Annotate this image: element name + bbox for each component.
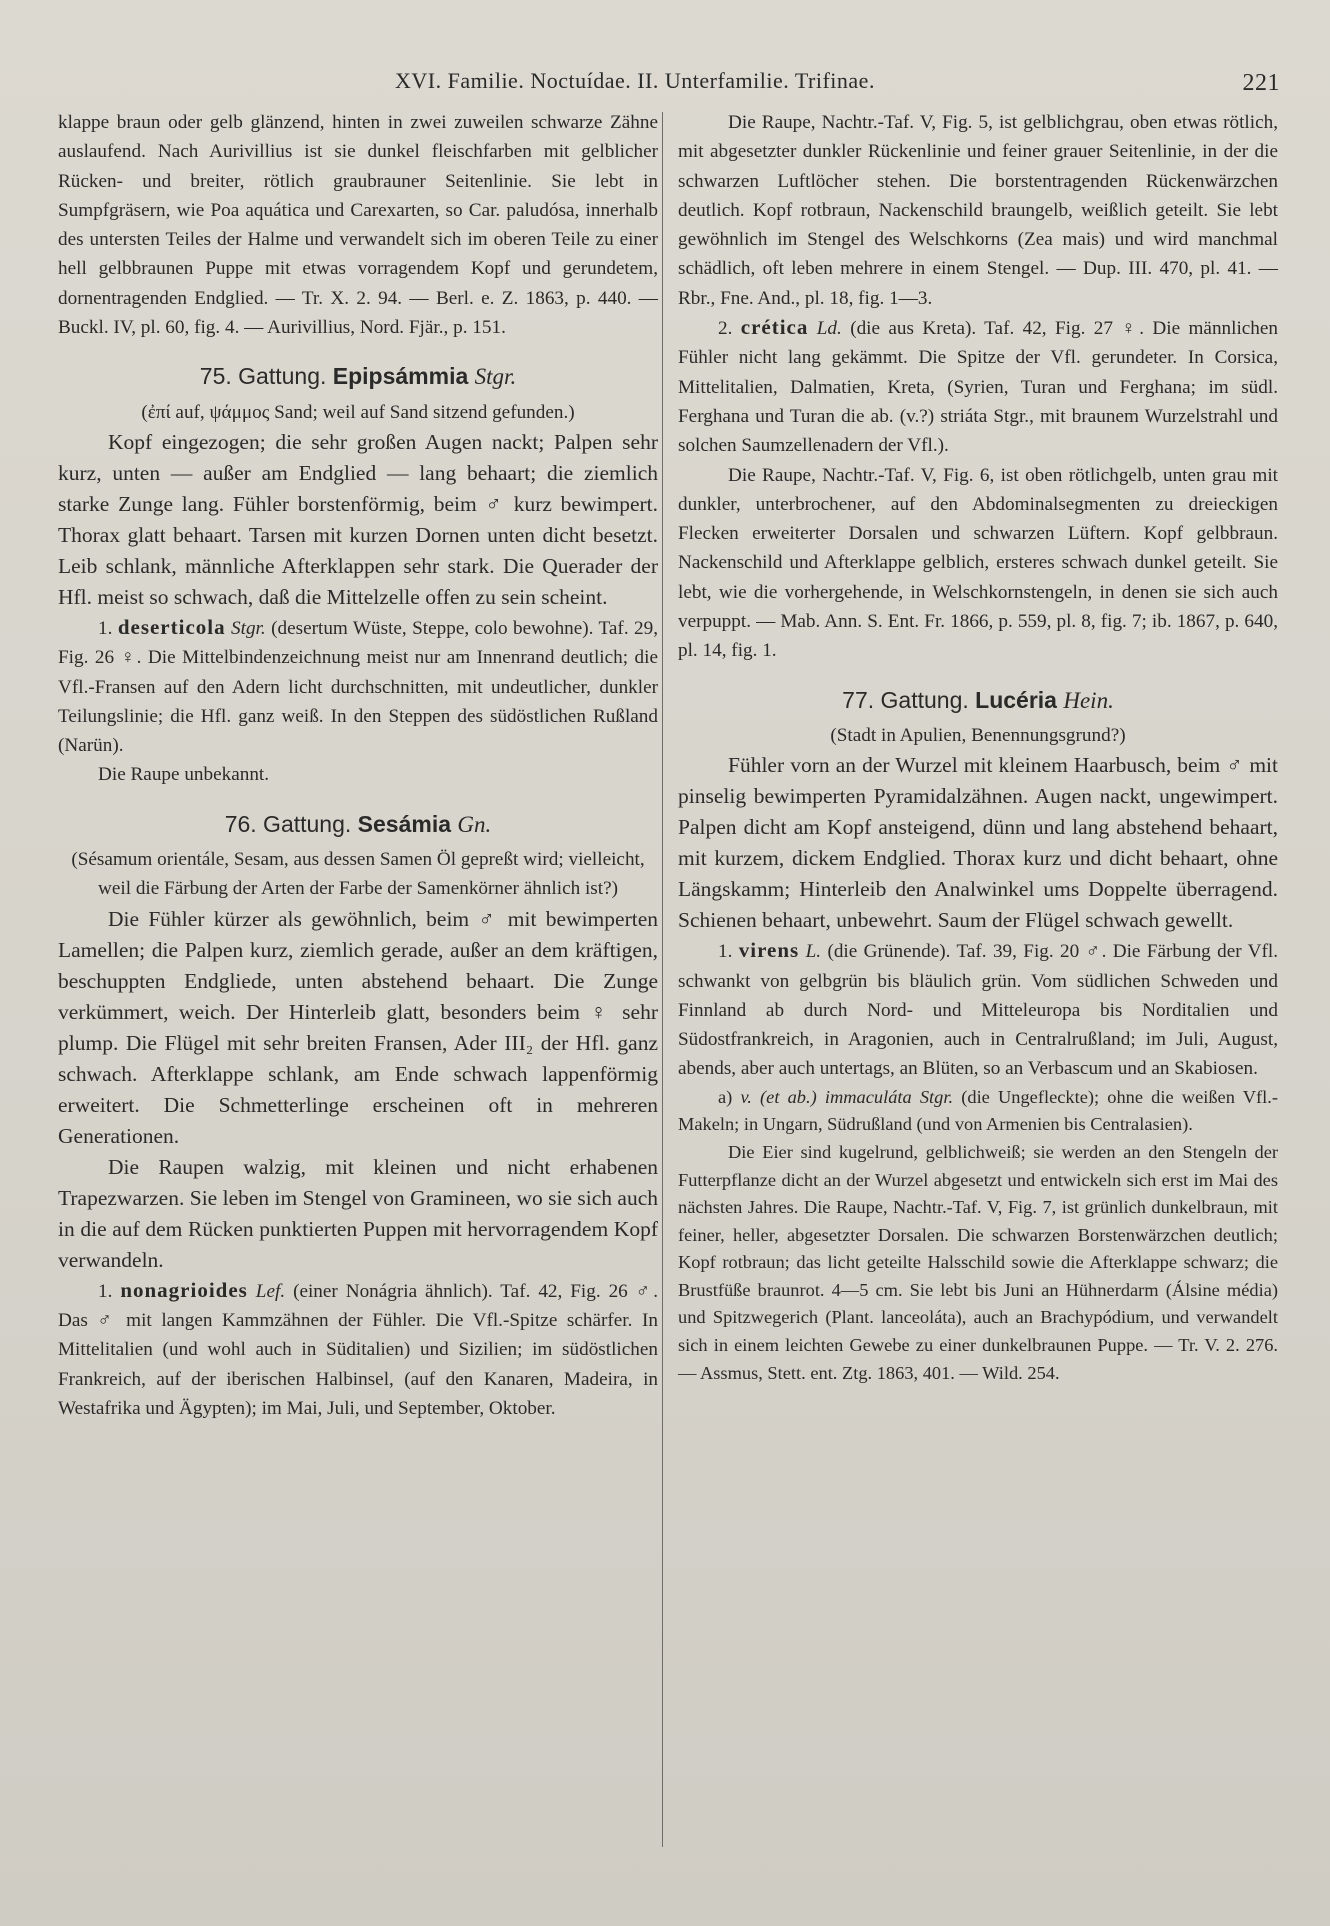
- page-number: 221: [1242, 70, 1280, 96]
- species-description: (die aus Kreta). Taf. 42, Fig. 27 ♀. Die männlichen Fühler nicht lang gekämmt. Die Spitze der Vfl. gerundeter. In Corsica, Mittelitalien, Dalmatien, Kreta, (Syrien, Turan und Ferghana; im südl. Ferghana und Turan die ab. (v.?) striáta Stgr., mit braunem Wurzelstrahl und solchen Saumzellenadern der Vfl.).: [678, 318, 1279, 457]
- genus-author: Gn.: [457, 811, 492, 837]
- genus-heading-76: [58, 810, 658, 839]
- eggs-larva-description: Die Eier sind kugelrund, gelblichweiß; sie werden an den Stengeln der Futterpflanze dicht an der Wurzel abgesetzt und entwickeln sich erst im Mai des nächsten Jahres. Die Raupe, Nachtr.-Taf. V, Fig. 7, ist grünlich dunkelbraun, mit feiner, heller, abgesetzter Dorsalen. Die schwarzen Borstenwärzchen deutlich; Kopf rotbraun; das licht geteilte Halsschild sowie die Afterklappe schwarz; die Brustfüße braunrot. 4—5 cm. Sie lebt bis Juni an Hühnerdarm (Álsine média) und Spitzwegerich (Plant. lanceoláta), auch an Brachypódium, und verwandelt sich in einem leichten Gewebe zu einer dunkelbraunen Puppe. — Tr. V. 2. 276. — Assmus, Stett. ent. Ztg. 1863, 401. — Wild. 254.: [678, 1141, 1278, 1383]
- running-header: [395, 64, 1280, 100]
- right-column: [678, 108, 1278, 1387]
- species-number: 2.: [718, 318, 733, 340]
- species-author: L.: [805, 941, 822, 963]
- species-number: 1.: [718, 941, 733, 963]
- genus-etymology: (Stadt in Apulien, Benennungsgrund?): [830, 724, 1126, 746]
- genus-name: Sesámia: [357, 810, 452, 837]
- species-name: crética: [740, 315, 809, 340]
- larva-description: Die Raupen walzig, mit kleinen und nicht erhabenen Trapezwarzen. Sie leben im Stengel von Gramineen, wo sie sich auch in die auf dem Rücken punktierten Puppen mit hervorragendem Kopf verwandeln.: [58, 1154, 658, 1272]
- genus-author: Hein.: [1063, 687, 1114, 713]
- genus-etymology: (ἐπί auf, ψάμμος Sand; weil auf Sand sitzend gefunden.): [141, 401, 575, 423]
- species-author: Stgr.: [231, 617, 266, 639]
- species-description: (desertum Wüste, Steppe, colo bewohne). Taf. 29, Fig. 26 ♀. Die Mittelbindenzeichnung meist nur am Innenrand deutlich; die Vfl.-Fransen auf den Adern licht durchschnitten, mit undeutlicher, dunkler Teilungslinie; die Hfl. ganz weiß. In den Steppen des südöstlichen Rußland (Narün).: [58, 617, 659, 757]
- larva-note: Die Raupe unbekannt.: [98, 764, 270, 786]
- genus-description: Fühler vorn an der Wurzel mit kleinem Haarbusch, beim ♂ mit pinselig bewimperten Pyramidalzähnen. Augen nackt, ungewimpert. Palpen dicht am Kopf ansteigend, dünn und lang abstehend behaart, mit kurzem, dickem Endglied. Thorax kurz und dicht behaart, ohne Längskamm; Hinterleib den Analwinkel ums Doppelte überragend. Schienen behaart, unbewehrt. Saum der Flügel schwach gewellt.: [678, 753, 1278, 933]
- species-number: 1.: [98, 617, 113, 639]
- species-number: 1.: [98, 1280, 113, 1302]
- genus-number: 77. Gattung.: [842, 686, 969, 713]
- species-name: deserticola: [117, 614, 226, 639]
- variety-label: a): [718, 1086, 733, 1107]
- genus-number: 76. Gattung.: [224, 810, 352, 837]
- species-name: nonagrioides: [120, 1277, 248, 1302]
- genus-name: Epipsámmia: [332, 363, 469, 390]
- variety-description: (die Ungefleckte); ohne die weißen Vfl.-Makeln; in Ungarn, Südrußland (und von Armenien bis Centralasien).: [678, 1086, 1278, 1135]
- species-description: (die Grünende). Taf. 39, Fig. 20 ♂. Die Färbung der Vfl. schwankt von gelbgrün bis bläulich grün. Vom südlichen Schweden und Finnland ab durch Nord- und Mitteleuropa bis Norditalien und Südostfrankreich, in Aragonien, auch in Centralrußland; im Juli, August, abends, aber auch untertags, an Blüten, so an Verbascum und an Skabiosen.: [678, 941, 1279, 1080]
- header-title: XVI. Familie. Noctuídae. II. Unterfamilie. Trifinae.: [395, 68, 875, 93]
- larva-description: Die Raupe, Nachtr.-Taf. V, Fig. 6, ist oben rötlichgelb, unten grau mit dunkler, unterbrochener, auf den Abdominalsegmenten zu dreieckigen Flecken erweiterter Dorsalen und schwarzen Lüftern. Kopf gelbbraun. Nackenschild und Afterklappe gelblich, ersteres schwach dunkel geteilt. Sie lebt, wie die vorhergehende, in Welschkornstengeln, in denen sie sich auch verpuppt. — Mab. Ann. S. Ent. Fr. 1866, p. 559, pl. 8, fig. 7; ib. 1867, p. 640, pl. 14, fig. 1.: [678, 464, 1278, 662]
- genus-heading-77: [678, 686, 1278, 715]
- genus-heading-75: [58, 362, 658, 391]
- genus-number: 75. Gattung.: [199, 363, 327, 390]
- larva-description: Die Raupe, Nachtr.-Taf. V, Fig. 5, ist gelblichgrau, oben etwas rötlich, mit abgesetzter dunkler Rückenlinie und feiner grauer Seitenlinie, in der die schwarzen Luftlöcher stehen. Die borstentragenden Rückenwärzchen deutlich. Kopf rotbraun, Nackenschild braungelb, weißlich geteilt. Sie lebt gewöhnlich im Stengel des Welschkorns (Zea mais) und wird manchmal schädlich, oft leben mehrere in einem Stengel. — Dup. III. 470, pl. 41. — Rbr., Fne. And., pl. 18, fig. 1—3.: [678, 112, 1278, 309]
- genus-etymology: (Sésamum orientále, Sesam, aus dessen Samen Öl gepreßt wird; vielleicht, weil die Färbung der Arten der Farbe der Samenkörner ähnlich ist?): [71, 849, 645, 900]
- paragraph-continued: klappe braun oder gelb glänzend, hinten in zwei zuweilen schwarze Zähne auslaufend. Nach Aurivillius ist sie dunkel fleischfarben mit gelblicher Rücken- und breiter, rötlich graubrauner Seitenlinie. Sie lebt in Sumpfgräsern, wie Poa aquática und Carexarten, so Car. paludósa, innerhalb des untersten Teiles der Halme und verwandelt sich im oberen Teile zu einer hell gelbbraunen Puppe mit etwas vorragendem Kopf und gerundetem, dornentragenden Endglied. — Tr. X. 2. 94. — Berl. e. Z. 1863, p. 440. — Buckl. IV, pl. 60, fig. 4. — Aurivillius, Nord. Fjär., p. 151.: [58, 112, 658, 339]
- species-name: virens: [738, 938, 800, 963]
- species-author: Ld.: [816, 318, 842, 340]
- genus-description: Die Fühler kürzer als gewöhnlich, beim ♂ mit bewimperten Lamellen; die Palpen kurz, ziemlich gerade, außer an dem kräftigen, beschuppten Endgliede, unten abstehend behaart. Die Zunge verkümmert, weich. Der Hinterleib glatt, besonders beim ♀ sehr plump. Die Flügel mit sehr breiten Fransen, Ader III₂ der Hfl. ganz schwach. Afterklappe schlank, am Ende schwach lappenförmig erweitert. Die Schmetterlinge erscheinen oft in mehreren Generationen.: [58, 906, 658, 1148]
- species-description: (einer Nonágria ähnlich). Taf. 42, Fig. 26 ♂. Das ♂ mit langen Kammzähnen der Fühler. Die Vfl.-Spitze schärfer. In Mittelitalien (und wohl auch in Süditalien) und Sizilien; im südöstlichen Frankreich, auf der iberischen Halbinsel, (auf den Kanaren, Madeira, in Westafrika und Ägypten); im Mai, Juli, und September, Oktober.: [58, 1280, 659, 1419]
- genus-author: Stgr.: [474, 364, 517, 390]
- species-author: Lef.: [255, 1280, 286, 1302]
- genus-name: Lucéria: [975, 686, 1057, 713]
- variety-name: v. (et ab.) immaculáta Stgr.: [740, 1086, 954, 1107]
- column-divider: [662, 112, 663, 1847]
- left-column: [58, 108, 658, 1423]
- genus-description: Kopf eingezogen; die sehr großen Augen nackt; Palpen sehr kurz, unten — außer am Endglied — lang behaart; die ziemlich starke Zunge lang. Fühler borstenförmig, beim ♂ kurz bewimpert. Thorax glatt behaart. Tarsen mit kurzen Dornen unten dicht besetzt. Leib schlank, männliche Afterklappen sehr stark. Die Querader der Hfl. meist so schwach, daß die Mittelzelle offen zu sein scheint.: [58, 429, 658, 609]
